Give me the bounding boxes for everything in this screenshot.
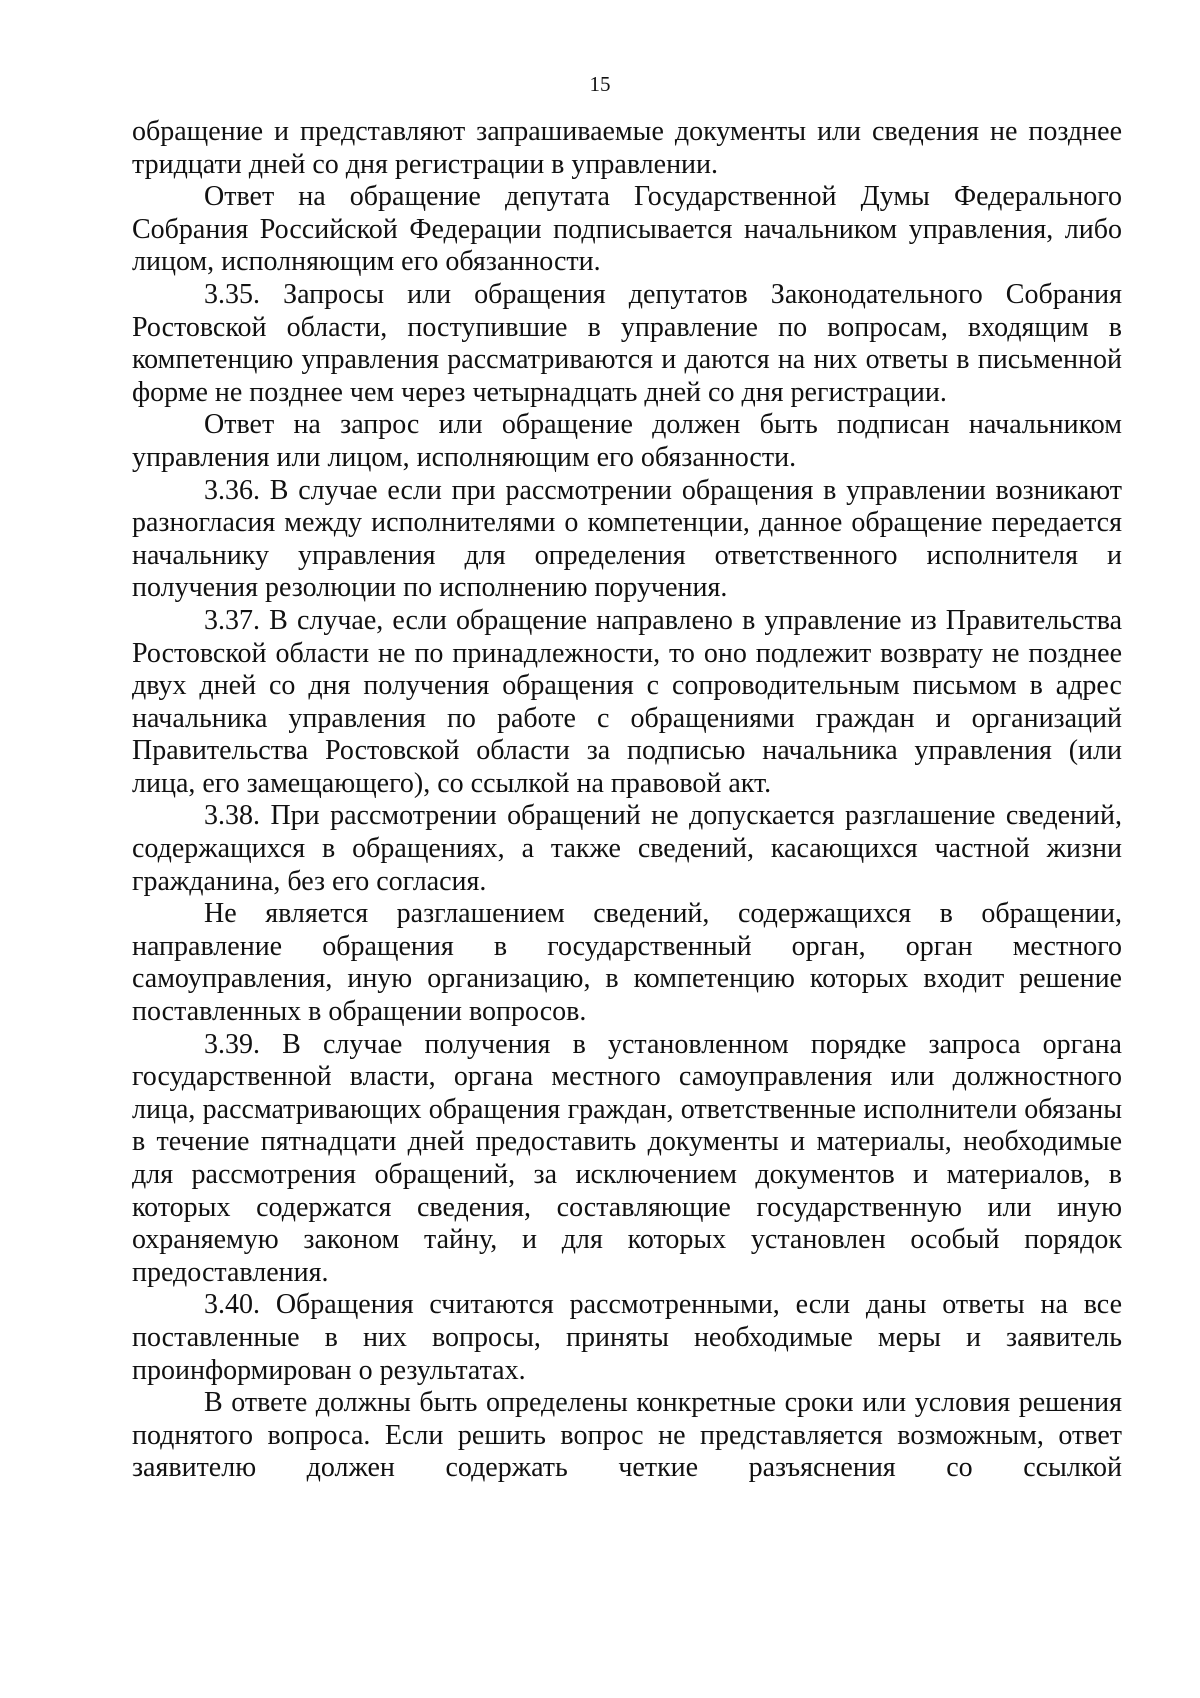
paragraph-3-35: 3.35. Запросы или обращения депутатов Законодательного Собрания Ростовской области, поступившие в управление по вопросам, входящим в компетенцию управления рассматриваются и даются на них ответы в письменной форме не позднее чем через четырнадцать дней со дня регистрации.	[132, 278, 1122, 408]
paragraph-3-36: 3.36. В случае если при рассмотрении обращения в управлении возникают разногласия между исполнителями о компетенции, данное обращение передается начальнику управления для определения ответственного исполнителя и получения резолюции по исполнению поручения.	[132, 474, 1122, 604]
paragraph-3-40: 3.40. Обращения считаются рассмотренными, если даны ответы на все поставленные в них вопросы, приняты необходимые меры и заявитель проинформирован о результатах.	[132, 1289, 1122, 1386]
document-body	[132, 116, 1122, 1485]
paragraph-answer-terms: В ответе должны быть определены конкретные сроки или условия решения поднятого вопроса. Если решить вопрос не представляется возможным, ответ заявителю должен содержать четкие разъяснения со ссылкой	[132, 1387, 1122, 1484]
paragraph-deputy-response: Ответ на обращение депутата Государственной Думы Федерального Собрания Российской Федерации подписывается начальником управления, либо лицом, исполняющим его обязанности.	[132, 181, 1122, 278]
paragraph-continuation: обращение и представляют запрашиваемые документы или сведения не позднее тридцати дней со дня регистрации в управлении.	[132, 116, 1122, 180]
paragraph-response-signature: Ответ на запрос или обращение должен быть подписан начальником управления или лицом, исполняющим его обязанности.	[132, 409, 1122, 473]
paragraph-3-39: 3.39. В случае получения в установленном порядке запроса органа государственной власти, органа местного самоуправления или должностного лица, рассматривающих обращения граждан, ответственные исполнители обязаны в течение пятнадцати дней предоставить документы и материалы, необходимые для рассмотрения обращений, за исключением документов и материалов, в которых содержатся сведения, составляющие государственную или иную охраняемую законом тайну, и для которых установлен особый порядок предоставления.	[132, 1028, 1122, 1288]
paragraph-3-37: 3.37. В случае, если обращение направлено в управление из Правительства Ростовской области не по принадлежности, то оно подлежит возврату не позднее двух дней со дня получения обращения с сопроводительным письмом в адрес начальника управления по работе с обращениями граждан и организаций Правительства Ростовской области за подписью начальника управления (или лица, его замещающего), со ссылкой на правовой акт.	[132, 604, 1122, 799]
page-number: 15	[589, 72, 611, 96]
paragraph-disclosure-exception: Не является разглашением сведений, содержащихся в обращении, направление обращения в государственный орган, орган местного самоуправления, иную организацию, в компетенцию которых входит решение поставленных в обращении вопросов.	[132, 898, 1122, 1028]
paragraph-3-38: 3.38. При рассмотрении обращений не допускается разглашение сведений, содержащихся в обращениях, а также сведений, касающихся частной жизни гражданина, без его согласия.	[132, 800, 1122, 897]
